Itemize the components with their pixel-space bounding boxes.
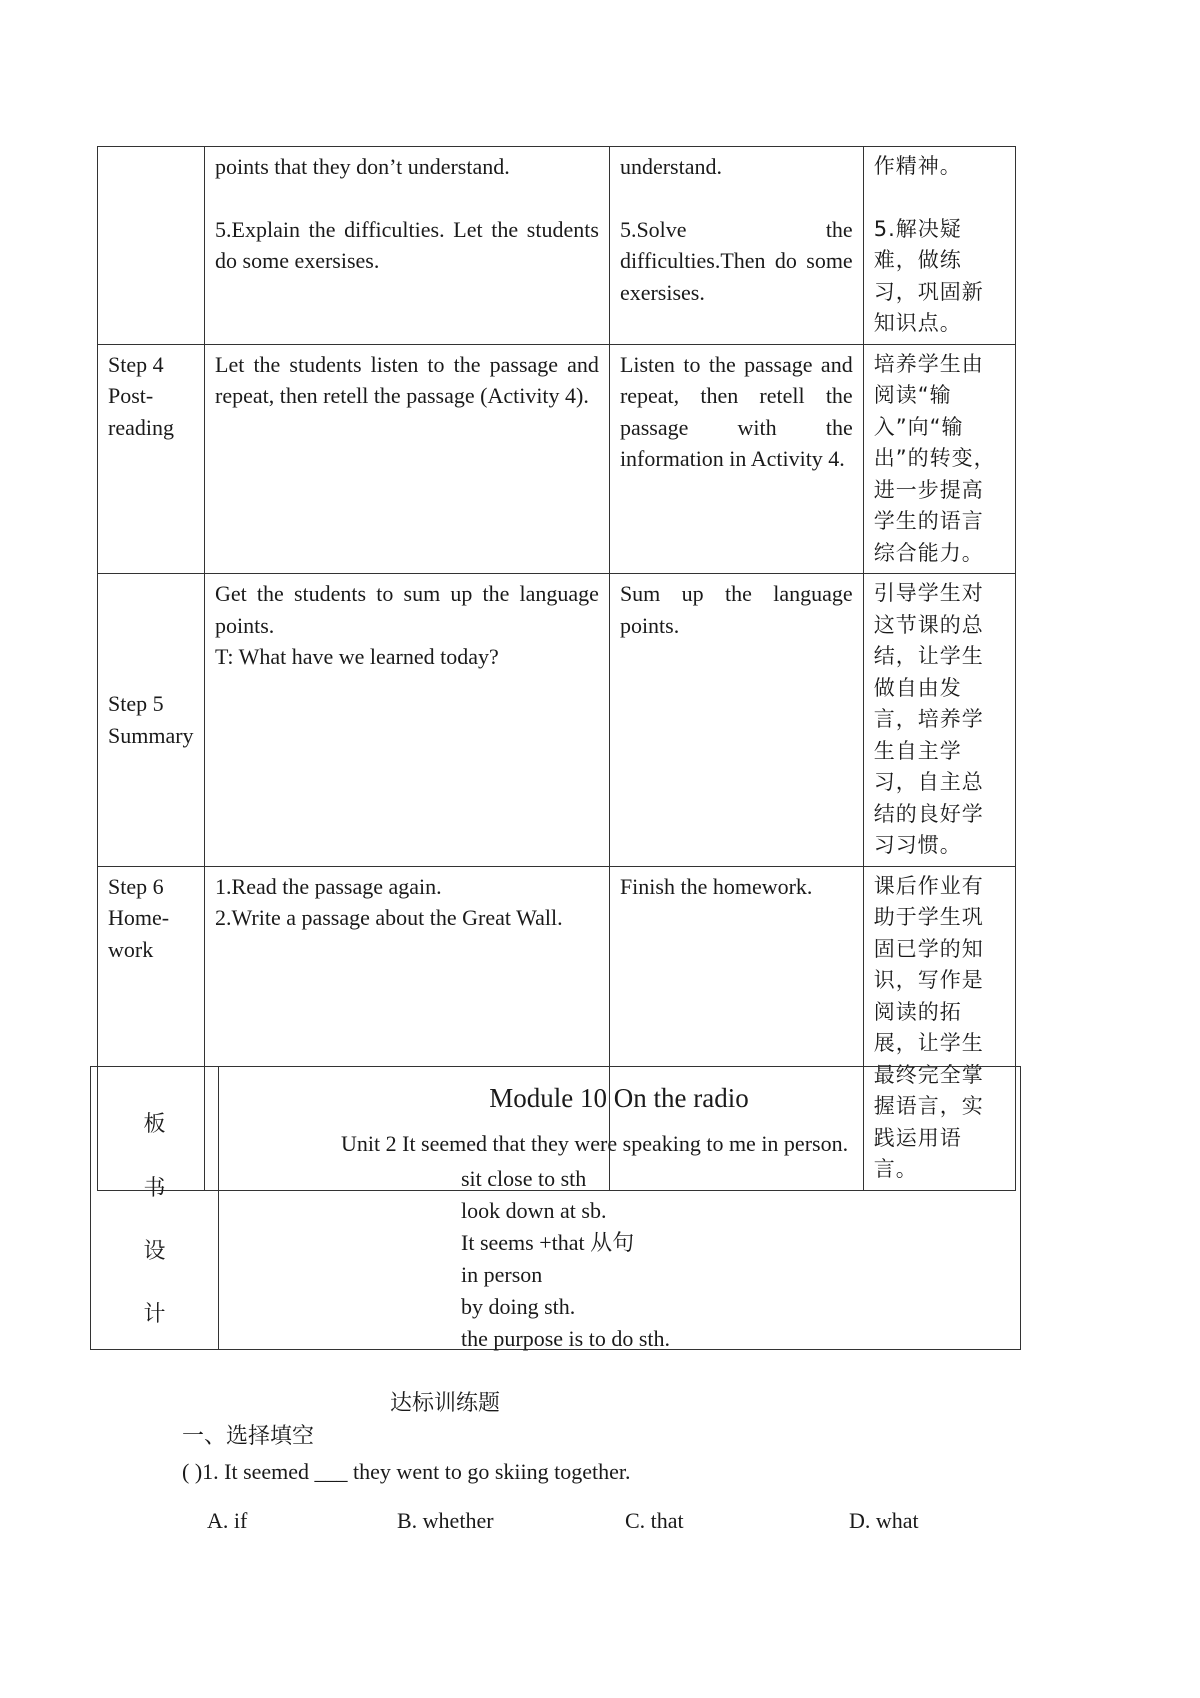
student-activity-text: Listen to the passage and repeat, then retell the passage with the information in Activity 4. — [619, 351, 853, 471]
board-label-char: 板 — [143, 1112, 166, 1137]
board-point: sit close to sth — [461, 1166, 587, 1191]
student-activity-text: Sum up the language points. — [619, 581, 853, 638]
table-row — [98, 147, 1016, 345]
purpose-cell — [863, 574, 1015, 867]
lesson-plan-table — [97, 146, 1016, 1191]
option-c: C. that — [625, 1508, 684, 1533]
teacher-activity-cell — [205, 574, 610, 867]
question-text: ( )1. It seemed ___ they went to go skiing together. — [182, 1459, 631, 1484]
board-label-char: 书 — [143, 1176, 166, 1201]
step-cell: Step 4 Post-reading — [98, 344, 205, 574]
board-point: It seems +that 从句 — [461, 1230, 635, 1255]
teacher-activity-text: 5.Explain the difficulties. Let the students do some exersises. — [215, 216, 599, 273]
purpose-text: 5.解决疑难，做练习，巩固新知识点。 — [873, 216, 984, 335]
board-point: in person — [461, 1262, 543, 1287]
teacher-activity-text: 1.Read the passage again. — [215, 873, 442, 899]
step-cell: Step 6 Home-work — [98, 866, 205, 1190]
teacher-activity-text: Let the students listen to the passage and repeat, then retell the passage (Activity 4). — [215, 351, 599, 408]
purpose-cell — [863, 344, 1015, 574]
step-cell: Step 5 Summary — [98, 574, 205, 867]
student-activity-cell — [609, 574, 863, 867]
teacher-activity-text: Get the students to sum up the language points. — [215, 581, 599, 638]
student-activity-text: understand. — [619, 154, 722, 179]
teacher-activity-cell — [205, 147, 610, 345]
teacher-activity-text: points that they don’t understand. — [215, 154, 510, 179]
table-row — [98, 344, 1016, 574]
purpose-text: 培养学生由阅读“输入”向“输出”的转变，进一步提高学生的语言综合能力。 — [873, 351, 996, 565]
teacher-activity-text: 2.Write a passage about the Great Wall. — [215, 905, 563, 930]
board-point: by doing sth. — [461, 1294, 576, 1319]
board-label-char: 设 — [143, 1239, 166, 1264]
section-heading: 一、选择填空 — [182, 1424, 315, 1449]
purpose-cell — [863, 147, 1015, 345]
board-point: the purpose is to do sth. — [461, 1326, 670, 1351]
board-title: Module 10 On the radio — [489, 1083, 749, 1113]
student-activity-cell — [609, 147, 863, 345]
option-d: D. what — [849, 1508, 919, 1533]
board-points-list — [461, 1163, 670, 1355]
board-design-box — [90, 1066, 1021, 1350]
board-label-column — [91, 1067, 219, 1349]
step-cell — [98, 147, 205, 345]
student-activity-text: Finish the homework. — [619, 873, 813, 899]
exercise-title: 达标训练题 — [390, 1391, 501, 1416]
board-label-char: 计 — [143, 1302, 166, 1327]
student-activity-cell — [609, 344, 863, 574]
student-activity-text: 5.Solve the difficulties.Then do some exersises. — [619, 216, 853, 305]
board-point: look down at sb. — [461, 1198, 607, 1223]
option-b: B. whether — [397, 1508, 494, 1533]
teacher-activity-text: T: What have we learned today? — [215, 644, 499, 669]
purpose-text: 课后作业有助于学生巩固已学的知识，写作是阅读的拓展，让学生最终完全掌握语言，实践运用语言。 — [873, 873, 984, 1181]
purpose-text: 作精神。 — [873, 154, 962, 178]
board-unit-line: Unit 2 It seemed that they were speaking to me in person. — [341, 1131, 849, 1156]
purpose-text: 引导学生对这节课的总结，让学生做自由发言，培养学生自主学习，自主总结的良好学习习惯。 — [873, 581, 984, 857]
table-row — [98, 574, 1016, 867]
teacher-activity-cell — [205, 344, 610, 574]
option-a: A. if — [207, 1508, 248, 1533]
